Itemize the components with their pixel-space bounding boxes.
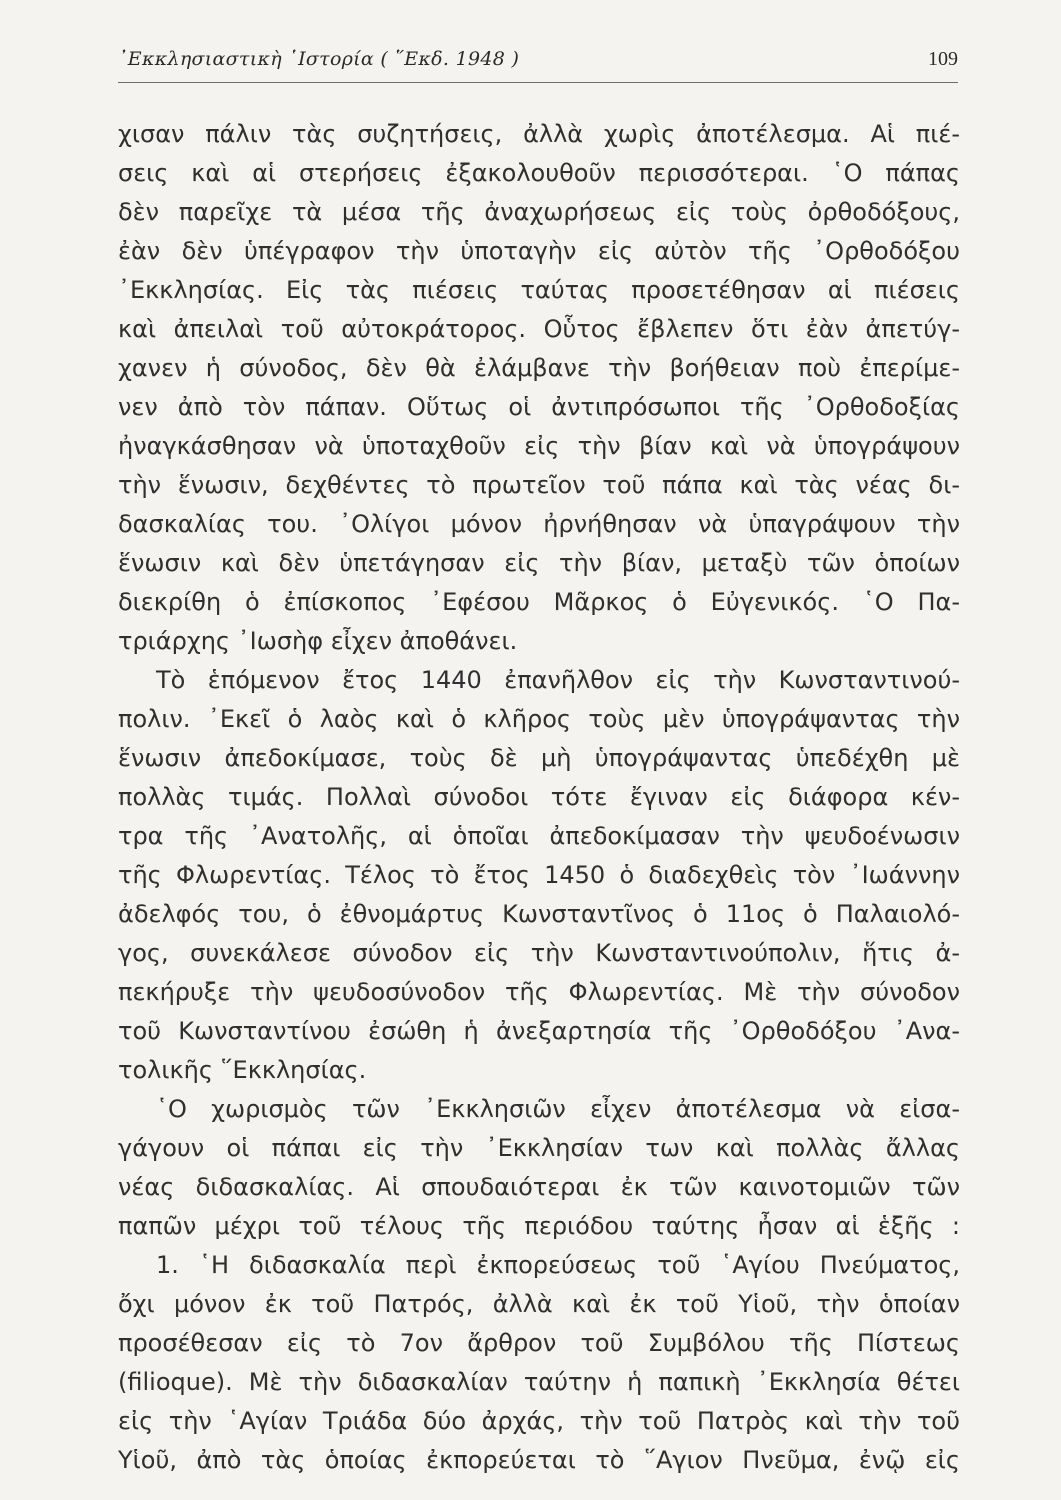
text-line: τολικῆς ῞Εκκλησίας. <box>118 1056 367 1084</box>
text-line: νέας διδασκαλίας. Αἱ σπουδαιότεραι ἐκ τῶν καινοτομιῶν τῶν <box>118 1173 960 1201</box>
body-text <box>118 115 960 1480</box>
text-line: καὶ ἀπειλαὶ τοῦ αὐτοκράτορος. Οὗτος ἔβλεπεν ὅτι ἐὰν ἀπετύγ- <box>118 315 960 343</box>
text-line: δασκαλίας του. ᾿Ολίγοι μόνον ἠρνήθησαν νὰ ὑπαγράψουν τὴν <box>118 510 960 538</box>
text-line: πολλὰς τιμάς. Πολλαὶ σύνοδοι τότε ἔγιναν εἰς διάφορα κέν- <box>118 783 960 811</box>
page-number: 109 <box>928 48 958 70</box>
text-line: ἐὰν δὲν ὑπέγραφον τὴν ὑποταγὴν εἰς αὐτὸν τῆς ᾿Ορθοδόξου <box>118 237 960 265</box>
text-line: ἀδελφός του, ὁ ἐθνομάρτυς Κωνσταντῖνος ὁ 11ος ὁ Παλαιολό- <box>118 900 960 928</box>
text-line: γος, συνεκάλεσε σύνοδον εἰς τὴν Κωνσταντινούπολιν, ἥτις ἀ- <box>118 939 960 967</box>
running-title: ᾿Εκκλησιαστικὴ ῾Ιστορία ( ῞Εκδ. 1948 ) <box>118 48 520 70</box>
text-line: νεν ἀπὸ τὸν πάπαν. Οὕτως οἱ ἀντιπρόσωποι τῆς ᾿Ορθοδοξίας <box>118 393 960 421</box>
text-line: ᾿Εκκλησίας. Εἰς τὰς πιέσεις ταύτας προσετέθησαν αἱ πιέσεις <box>118 276 960 304</box>
text-line: τρα τῆς ᾿Ανατολῆς, αἱ ὁποῖαι ἀπεδοκίμασαν τὴν ψευδοένωσιν <box>118 822 960 850</box>
text-line: Τὸ ἑπόμενον ἔτος 1440 ἐπανῆλθον εἰς τὴν Κωνσταντινού- <box>156 666 960 694</box>
text-line: ἠναγκάσθησαν νὰ ὑποταχθοῦν εἰς τὴν βίαν καὶ νὰ ὑπογράψουν <box>118 432 960 460</box>
text-line: Υἱοῦ, ἀπὸ τὰς ὁποίας ἐκπορεύεται τὸ ῞Αγιον Πνεῦμα, ἐνῷ εἰς <box>118 1446 960 1474</box>
text-line: σεις καὶ αἱ στερήσεις ἐξακολουθοῦν περισσότεραι. ῾Ο πάπας <box>118 159 960 187</box>
text-line: ἕνωσιν καὶ δὲν ὑπετάγησαν εἰς τὴν βίαν, μεταξὺ τῶν ὁποίων <box>118 549 960 577</box>
text-line: (filioque). Μὲ τὴν διδασκαλίαν ταύτην ἡ παπικὴ ᾿Εκκλησία θέτει <box>118 1368 960 1396</box>
text-line: τὴν ἕνωσιν, δεχθέντες τὸ πρωτεῖον τοῦ πάπα καὶ τὰς νέας δι- <box>118 471 960 499</box>
text-line: τῆς Φλωρεντίας. Τέλος τὸ ἔτος 1450 ὁ διαδεχθεὶς τὸν ᾿Ιωάννην <box>118 861 960 889</box>
text-line: δὲν παρεῖχε τὰ μέσα τῆς ἀναχωρήσεως εἰς τοὺς ὀρθοδόξους, <box>118 198 960 226</box>
text-line: τοῦ Κωνσταντίνου ἐσώθη ἡ ἀνεξαρτησία τῆς ᾿Ορθοδόξου ᾿Ανα- <box>118 1017 960 1045</box>
text-line: γάγουν οἱ πάπαι εἰς τὴν ᾿Εκκλησίαν των καὶ πολλὰς ἄλλας <box>118 1134 960 1162</box>
text-line: πεκήρυξε τὴν ψευδοσύνοδον τῆς Φλωρεντίας. Μὲ τὴν σύνοδον <box>118 978 960 1006</box>
header-rule <box>118 82 958 83</box>
text-line: ὄχι μόνον ἐκ τοῦ Πατρός, ἀλλὰ καὶ ἐκ τοῦ Υἱοῦ, τὴν ὁποίαν <box>118 1290 960 1318</box>
text-line: τριάρχης ᾿Ιωσὴφ εἶχεν ἀποθάνει. <box>118 627 518 655</box>
page-header <box>118 44 958 78</box>
text-line: ῾Ο χωρισμὸς τῶν ᾿Εκκλησιῶν εἶχεν ἀποτέλεσμα νὰ εἰσα- <box>156 1095 960 1123</box>
text-line: εἰς τὴν ῾Αγίαν Τριάδα δύο ἀρχάς, τὴν τοῦ Πατρὸς καὶ τὴν τοῦ <box>118 1407 960 1435</box>
text-line: πολιν. ᾿Εκεῖ ὁ λαὸς καὶ ὁ κλῆρος τοὺς μὲν ὑπογράψαντας τὴν <box>118 705 960 733</box>
text-line: προσέθεσαν εἰς τὸ 7ον ἄρθρον τοῦ Συμβόλου τῆς Πίστεως <box>118 1329 960 1357</box>
text-line: χισαν πάλιν τὰς συζητήσεις, ἀλλὰ χωρὶς ἀποτέλεσμα. Αἱ πιέ- <box>118 120 960 148</box>
text-line: διεκρίθη ὁ ἐπίσκοπος ᾿Εφέσου Μᾶρκος ὁ Εὐγενικός. ῾Ο Πα- <box>118 588 960 616</box>
text-line: ἕνωσιν ἀπεδοκίμασε, τοὺς δὲ μὴ ὑπογράψαντας ὑπεδέχθη μὲ <box>118 744 960 772</box>
text-line: 1. ῾Η διδασκαλία περὶ ἐκπορεύσεως τοῦ ῾Αγίου Πνεύματος, <box>156 1251 960 1279</box>
text-line: παπῶν μέχρι τοῦ τέλους τῆς περιόδου ταύτης ἦσαν αἱ ἑξῆς : <box>118 1212 960 1240</box>
text-line: χανεν ἡ σύνοδος, δὲν θὰ ἐλάμβανε τὴν βοήθειαν ποὺ ἐπερίμε- <box>118 354 960 382</box>
